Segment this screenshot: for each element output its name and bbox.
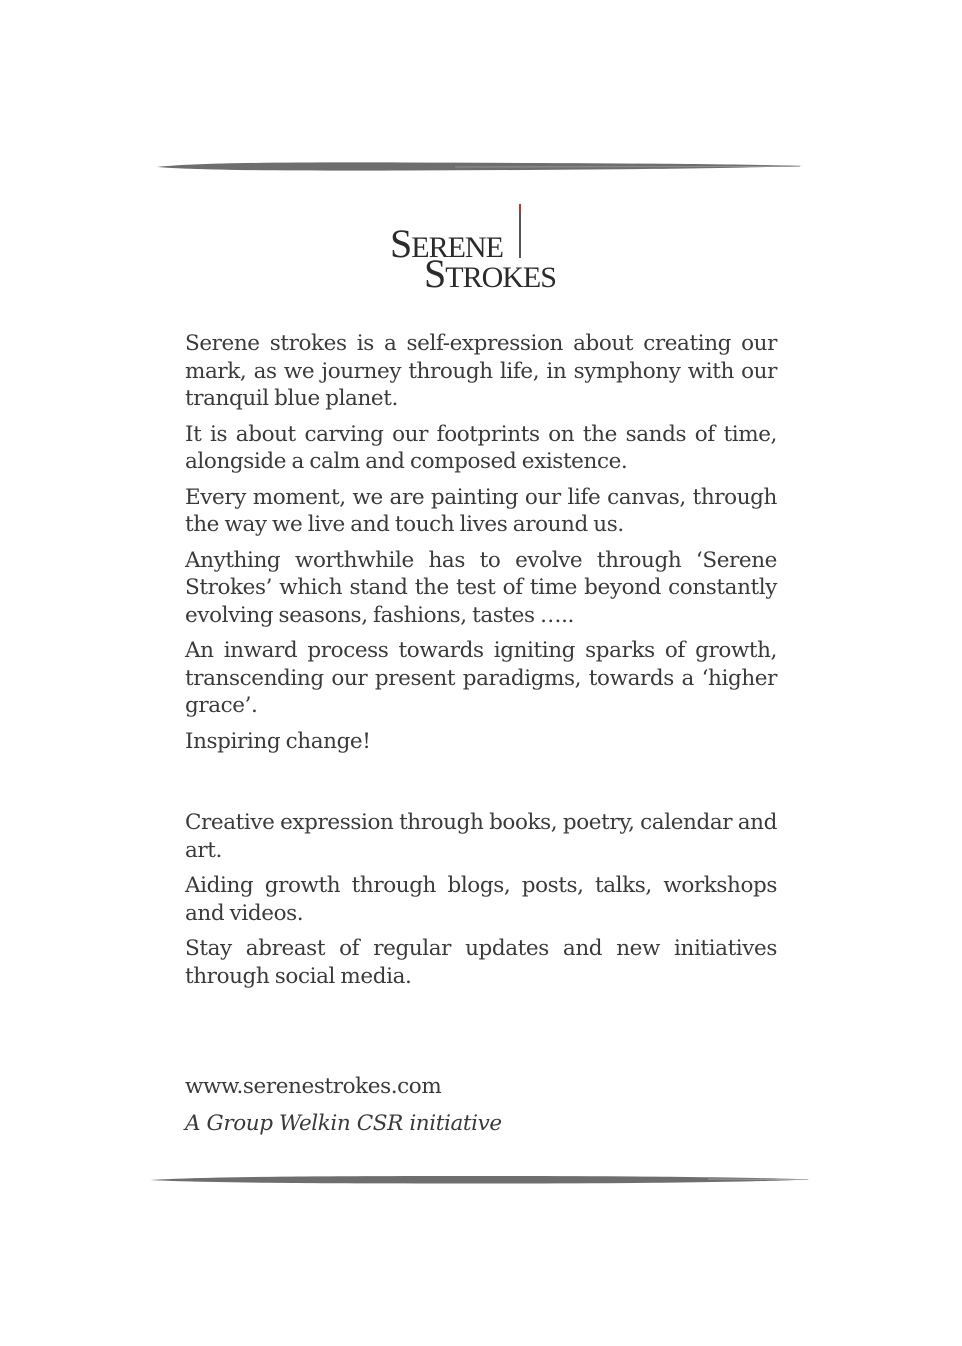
paragraph: Anything worthwhile has to evolve through ‘Serene Strokes’ which stand the test of time beyond constantly evolving seasons, fashions, tastes ….. — [185, 547, 777, 628]
paragraph: Stay abreast of regular updates and new initiatives through social media. — [185, 936, 777, 989]
brush-stroke-bottom-divider — [148, 1171, 812, 1189]
main-text-body — [185, 330, 777, 998]
paragraph: Every moment, we are painting our life canvas, through the way we live and touch lives around us. — [185, 484, 777, 537]
paragraph: It is about carving our footprints on the sands of time, alongside a calm and composed existence. — [185, 421, 777, 474]
paragraph: Aiding growth through blogs, posts, talks, workshops and videos. — [185, 873, 777, 926]
paragraph: An inward process towards igniting sparks of growth, transcending our present paradigms, towards a ‘higher grace’. — [185, 638, 777, 718]
logo-line-strokes: STROKES — [424, 251, 556, 296]
footer — [185, 1073, 777, 1147]
paragraph: Inspiring change! — [185, 728, 371, 754]
paragraph: Creative expression through books, poetry, calendar and art. — [185, 810, 777, 863]
website-url: www.serenestrokes.com — [185, 1074, 442, 1099]
brush-stroke-top-divider — [155, 158, 805, 176]
csr-tagline: A Group Welkin CSR initiative — [185, 1111, 502, 1136]
pencil-icon — [516, 204, 524, 258]
logo-line-serene: SERENE — [390, 221, 503, 266]
section-spacer — [185, 763, 777, 809]
serene-strokes-logo — [388, 202, 578, 294]
paragraph: Serene strokes is a self-expression about creating our mark, as we journey through life, in symphony with our tranquil blue planet. — [185, 331, 777, 411]
